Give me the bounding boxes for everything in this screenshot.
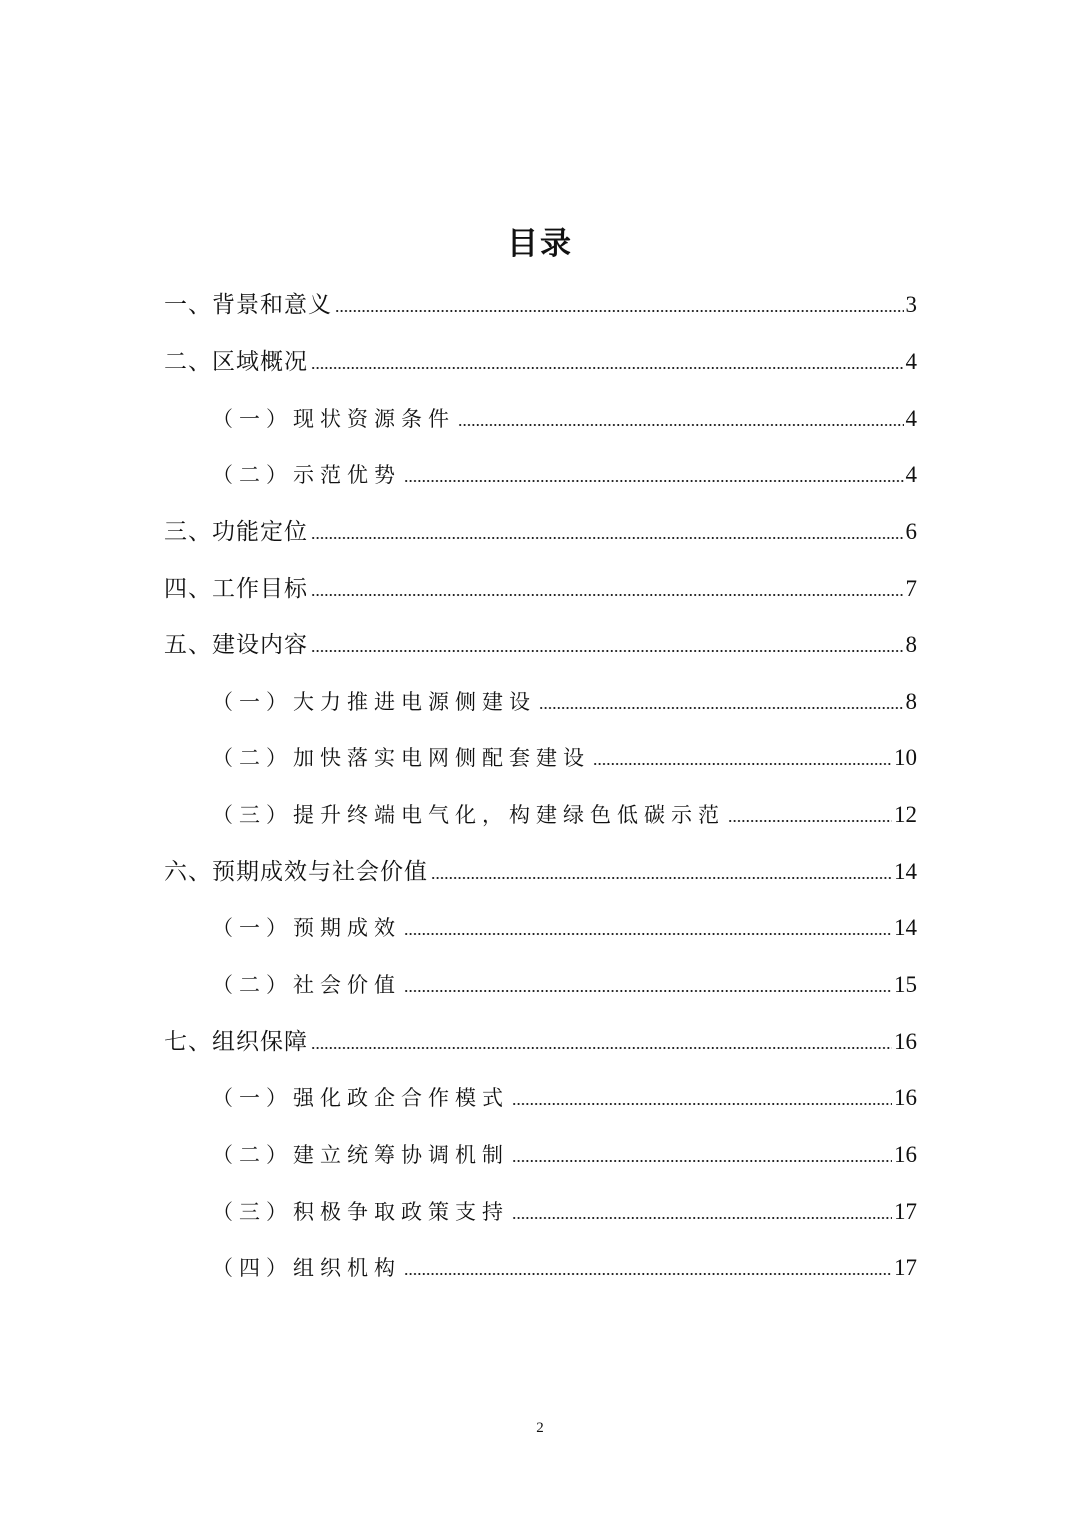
toc-entry-page: 14	[894, 915, 917, 940]
toc-entry-title: （四）组织机构	[212, 1256, 401, 1280]
dot-leader	[404, 933, 892, 935]
dot-leader	[404, 1273, 892, 1275]
dot-leader	[335, 310, 904, 312]
toc-entry[interactable]	[164, 564, 917, 604]
dot-leader	[311, 537, 904, 539]
toc-entry[interactable]	[212, 1073, 917, 1113]
toc-entry[interactable]	[164, 280, 917, 320]
toc-entry-page: 16	[894, 1085, 917, 1110]
page-title: 目录	[507, 226, 573, 262]
toc-entry[interactable]	[212, 790, 917, 830]
dot-leader	[512, 1160, 892, 1162]
toc-entry-page: 8	[905, 689, 917, 714]
toc-entry-page: 7	[905, 576, 917, 601]
dot-leader	[512, 1217, 892, 1219]
toc-entry-title: （二）社会价值	[212, 973, 401, 997]
toc-entry-page: 4	[905, 462, 917, 487]
toc-entry-page: 12	[894, 802, 917, 827]
dot-leader	[311, 594, 904, 596]
dot-leader	[311, 650, 904, 652]
toc-entry-title: 七、组织保障	[164, 1029, 308, 1055]
toc-entry-page: 17	[894, 1199, 917, 1224]
toc-entry-page: 8	[905, 632, 917, 657]
toc-entry[interactable]	[212, 394, 917, 434]
page-number: 2	[536, 1420, 544, 1436]
toc-entry-page: 10	[894, 745, 917, 770]
toc-entry-page: 15	[894, 972, 917, 997]
toc-entry[interactable]	[164, 620, 917, 660]
toc-entry[interactable]	[212, 1130, 917, 1170]
toc-entry-title: （二）示范优势	[212, 463, 401, 487]
dot-leader	[539, 707, 904, 709]
toc-entry-title: （一）强化政企合作模式	[212, 1086, 509, 1110]
dot-leader	[311, 367, 904, 369]
toc-entry-page: 16	[894, 1029, 917, 1054]
toc-entry[interactable]	[212, 903, 917, 943]
toc-entry[interactable]	[164, 507, 917, 547]
toc-entry-title: （一）预期成效	[212, 916, 401, 940]
toc-entry-title: （三）积极争取政策支持	[212, 1200, 509, 1224]
toc-entry[interactable]	[212, 450, 917, 490]
toc-entry-page: 16	[894, 1142, 917, 1167]
dot-leader	[431, 877, 892, 879]
toc-entry[interactable]	[212, 733, 917, 773]
toc-entry-title: （三）提升终端电气化，构建绿色低碳示范	[212, 803, 725, 827]
toc-entry-title: 五、建设内容	[164, 632, 308, 658]
toc-entry[interactable]	[164, 847, 917, 887]
dot-leader	[728, 820, 892, 822]
toc-entry-page: 17	[894, 1255, 917, 1280]
toc-entry-title: 三、功能定位	[164, 519, 308, 545]
toc-entry-title: 二、区域概况	[164, 349, 308, 375]
toc-entry-page: 3	[905, 292, 917, 317]
toc-entry-page: 6	[905, 519, 917, 544]
dot-leader	[404, 990, 892, 992]
toc-entry-title: 一、背景和意义	[164, 292, 332, 318]
toc-entry-title: （一）大力推进电源侧建设	[212, 690, 536, 714]
toc-entry-title: 四、工作目标	[164, 576, 308, 602]
toc-entry[interactable]	[212, 677, 917, 717]
toc-entry-page: 4	[905, 406, 917, 431]
toc-entry[interactable]	[212, 960, 917, 1000]
toc-entry-title: （一）现状资源条件	[212, 407, 455, 431]
toc-entry[interactable]	[164, 1017, 917, 1057]
toc-entry-title: （二）加快落实电网侧配套建设	[212, 746, 590, 770]
dot-leader	[311, 1047, 892, 1049]
toc-entry-title: （二）建立统筹协调机制	[212, 1143, 509, 1167]
dot-leader	[404, 480, 904, 482]
toc-entry[interactable]	[164, 337, 917, 377]
toc-entry[interactable]	[212, 1187, 917, 1227]
toc-entry-page: 14	[894, 859, 917, 884]
dot-leader	[593, 763, 892, 765]
dot-leader	[512, 1103, 892, 1105]
toc-entry-page: 4	[905, 349, 917, 374]
toc-entry-title: 六、预期成效与社会价值	[164, 859, 428, 885]
toc-entry[interactable]	[212, 1243, 917, 1283]
dot-leader	[458, 424, 904, 426]
